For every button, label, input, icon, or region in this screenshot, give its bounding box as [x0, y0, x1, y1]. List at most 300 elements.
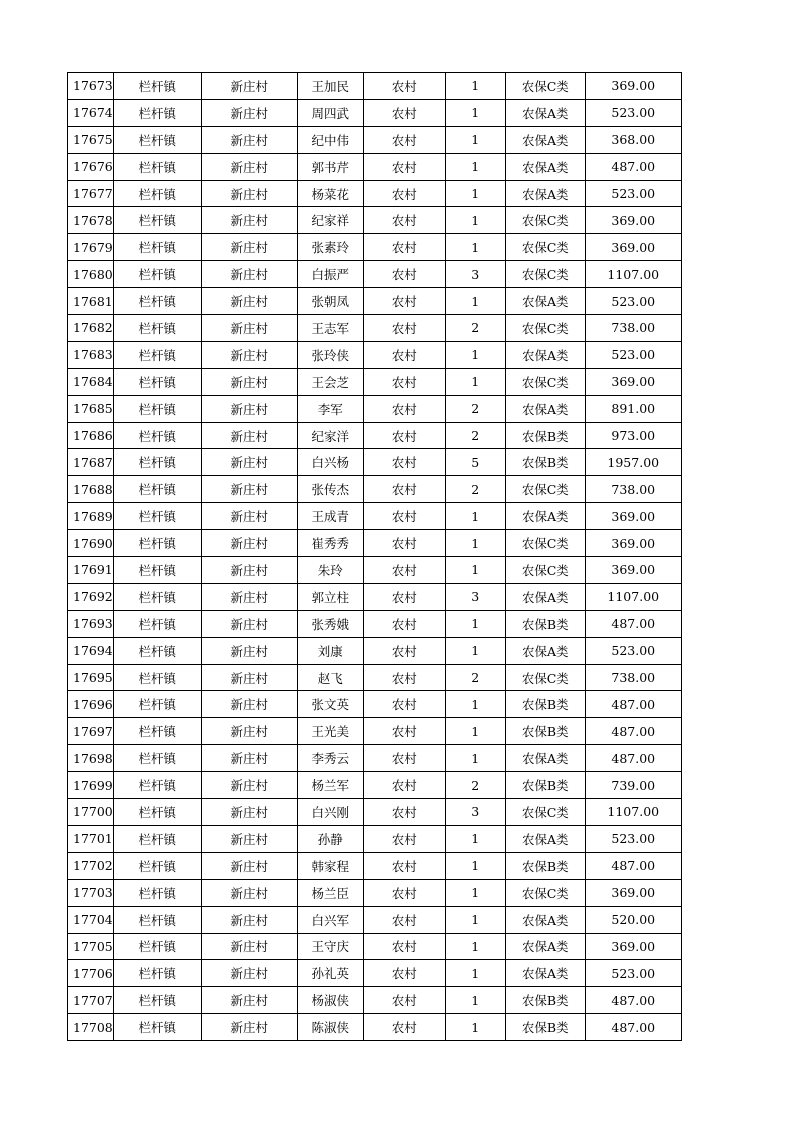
table-row [68, 395, 682, 422]
count-cell: 1 [445, 879, 505, 906]
table-row [68, 288, 682, 315]
town-cell: 栏杆镇 [113, 960, 201, 987]
village-cell: 新庄村 [201, 1014, 297, 1041]
data-table [67, 72, 682, 1041]
record-id-cell: 17701 [68, 825, 114, 852]
count-cell: 3 [445, 583, 505, 610]
record-id-cell: 17682 [68, 315, 114, 342]
name-cell: 周四武 [297, 99, 363, 126]
name-cell: 王志军 [297, 315, 363, 342]
name-cell: 白兴军 [297, 906, 363, 933]
table-body [68, 73, 682, 1041]
count-cell: 1 [445, 718, 505, 745]
count-cell: 1 [445, 234, 505, 261]
table-row [68, 933, 682, 960]
area-type-cell: 农村 [363, 126, 445, 153]
record-id-cell: 17705 [68, 933, 114, 960]
count-cell: 1 [445, 825, 505, 852]
category-cell: 农保B类 [505, 610, 585, 637]
village-cell: 新庄村 [201, 449, 297, 476]
town-cell: 栏杆镇 [113, 341, 201, 368]
amount-cell: 369.00 [585, 530, 681, 557]
area-type-cell: 农村 [363, 395, 445, 422]
record-id-cell: 17676 [68, 153, 114, 180]
town-cell: 栏杆镇 [113, 476, 201, 503]
table-row [68, 1014, 682, 1041]
table-row [68, 207, 682, 234]
category-cell: 农保B类 [505, 718, 585, 745]
category-cell: 农保C类 [505, 530, 585, 557]
name-cell: 杨菜花 [297, 180, 363, 207]
record-id-cell: 17681 [68, 288, 114, 315]
area-type-cell: 农村 [363, 153, 445, 180]
name-cell: 张秀娥 [297, 610, 363, 637]
record-id-cell: 17680 [68, 261, 114, 288]
count-cell: 1 [445, 906, 505, 933]
record-id-cell: 17699 [68, 772, 114, 799]
category-cell: 农保A类 [505, 153, 585, 180]
town-cell: 栏杆镇 [113, 718, 201, 745]
table-row [68, 99, 682, 126]
count-cell: 1 [445, 99, 505, 126]
area-type-cell: 农村 [363, 583, 445, 610]
category-cell: 农保C类 [505, 207, 585, 234]
table-row [68, 610, 682, 637]
village-cell: 新庄村 [201, 73, 297, 100]
town-cell: 栏杆镇 [113, 825, 201, 852]
amount-cell: 487.00 [585, 1014, 681, 1041]
name-cell: 韩家程 [297, 852, 363, 879]
name-cell: 王光美 [297, 718, 363, 745]
village-cell: 新庄村 [201, 530, 297, 557]
area-type-cell: 农村 [363, 664, 445, 691]
amount-cell: 1957.00 [585, 449, 681, 476]
area-type-cell: 农村 [363, 207, 445, 234]
record-id-cell: 17675 [68, 126, 114, 153]
table-row [68, 718, 682, 745]
amount-cell: 487.00 [585, 745, 681, 772]
category-cell: 农保C类 [505, 879, 585, 906]
record-id-cell: 17707 [68, 987, 114, 1014]
village-cell: 新庄村 [201, 637, 297, 664]
town-cell: 栏杆镇 [113, 315, 201, 342]
name-cell: 孙静 [297, 825, 363, 852]
table-row [68, 126, 682, 153]
record-id-cell: 17693 [68, 610, 114, 637]
area-type-cell: 农村 [363, 906, 445, 933]
category-cell: 农保C类 [505, 368, 585, 395]
table-row [68, 879, 682, 906]
area-type-cell: 农村 [363, 1014, 445, 1041]
amount-cell: 369.00 [585, 933, 681, 960]
area-type-cell: 农村 [363, 637, 445, 664]
town-cell: 栏杆镇 [113, 153, 201, 180]
town-cell: 栏杆镇 [113, 906, 201, 933]
record-id-cell: 17687 [68, 449, 114, 476]
count-cell: 3 [445, 261, 505, 288]
category-cell: 农保C类 [505, 261, 585, 288]
count-cell: 3 [445, 799, 505, 826]
count-cell: 1 [445, 610, 505, 637]
name-cell: 杨淑侠 [297, 987, 363, 1014]
area-type-cell: 农村 [363, 745, 445, 772]
category-cell: 农保C类 [505, 799, 585, 826]
amount-cell: 369.00 [585, 207, 681, 234]
area-type-cell: 农村 [363, 234, 445, 261]
town-cell: 栏杆镇 [113, 449, 201, 476]
count-cell: 1 [445, 126, 505, 153]
name-cell: 纪家洋 [297, 422, 363, 449]
area-type-cell: 农村 [363, 368, 445, 395]
amount-cell: 487.00 [585, 153, 681, 180]
village-cell: 新庄村 [201, 664, 297, 691]
record-id-cell: 17708 [68, 1014, 114, 1041]
town-cell: 栏杆镇 [113, 261, 201, 288]
amount-cell: 523.00 [585, 825, 681, 852]
village-cell: 新庄村 [201, 422, 297, 449]
amount-cell: 1107.00 [585, 799, 681, 826]
area-type-cell: 农村 [363, 341, 445, 368]
table-row [68, 530, 682, 557]
name-cell: 郭立柱 [297, 583, 363, 610]
town-cell: 栏杆镇 [113, 1014, 201, 1041]
record-id-cell: 17679 [68, 234, 114, 261]
count-cell: 1 [445, 530, 505, 557]
amount-cell: 523.00 [585, 99, 681, 126]
count-cell: 1 [445, 745, 505, 772]
count-cell: 1 [445, 1014, 505, 1041]
town-cell: 栏杆镇 [113, 745, 201, 772]
town-cell: 栏杆镇 [113, 99, 201, 126]
amount-cell: 738.00 [585, 664, 681, 691]
village-cell: 新庄村 [201, 799, 297, 826]
name-cell: 王守庆 [297, 933, 363, 960]
amount-cell: 369.00 [585, 234, 681, 261]
count-cell: 1 [445, 288, 505, 315]
table-row [68, 852, 682, 879]
amount-cell: 523.00 [585, 288, 681, 315]
category-cell: 农保A类 [505, 906, 585, 933]
name-cell: 张朝凤 [297, 288, 363, 315]
count-cell: 1 [445, 557, 505, 584]
count-cell: 2 [445, 772, 505, 799]
record-id-cell: 17695 [68, 664, 114, 691]
village-cell: 新庄村 [201, 476, 297, 503]
village-cell: 新庄村 [201, 825, 297, 852]
village-cell: 新庄村 [201, 261, 297, 288]
record-id-cell: 17694 [68, 637, 114, 664]
area-type-cell: 农村 [363, 476, 445, 503]
count-cell: 1 [445, 341, 505, 368]
amount-cell: 487.00 [585, 718, 681, 745]
area-type-cell: 农村 [363, 73, 445, 100]
amount-cell: 368.00 [585, 126, 681, 153]
table-row [68, 422, 682, 449]
record-id-cell: 17674 [68, 99, 114, 126]
record-id-cell: 17684 [68, 368, 114, 395]
count-cell: 1 [445, 960, 505, 987]
record-id-cell: 17683 [68, 341, 114, 368]
amount-cell: 738.00 [585, 315, 681, 342]
amount-cell: 1107.00 [585, 583, 681, 610]
category-cell: 农保C类 [505, 664, 585, 691]
record-id-cell: 17677 [68, 180, 114, 207]
village-cell: 新庄村 [201, 583, 297, 610]
record-id-cell: 17692 [68, 583, 114, 610]
count-cell: 2 [445, 315, 505, 342]
village-cell: 新庄村 [201, 933, 297, 960]
area-type-cell: 农村 [363, 960, 445, 987]
count-cell: 1 [445, 691, 505, 718]
town-cell: 栏杆镇 [113, 368, 201, 395]
table-row [68, 799, 682, 826]
category-cell: 农保B类 [505, 852, 585, 879]
count-cell: 1 [445, 852, 505, 879]
table-row [68, 987, 682, 1014]
category-cell: 农保C类 [505, 557, 585, 584]
record-id-cell: 17689 [68, 503, 114, 530]
village-cell: 新庄村 [201, 745, 297, 772]
category-cell: 农保C类 [505, 234, 585, 261]
amount-cell: 523.00 [585, 637, 681, 664]
table-row [68, 315, 682, 342]
area-type-cell: 农村 [363, 879, 445, 906]
table-row [68, 503, 682, 530]
table-row [68, 261, 682, 288]
name-cell: 纪中伟 [297, 126, 363, 153]
table-row [68, 745, 682, 772]
count-cell: 1 [445, 368, 505, 395]
area-type-cell: 农村 [363, 933, 445, 960]
category-cell: 农保A类 [505, 288, 585, 315]
name-cell: 王成青 [297, 503, 363, 530]
category-cell: 农保B类 [505, 772, 585, 799]
town-cell: 栏杆镇 [113, 530, 201, 557]
town-cell: 栏杆镇 [113, 126, 201, 153]
name-cell: 孙礼英 [297, 960, 363, 987]
count-cell: 2 [445, 395, 505, 422]
village-cell: 新庄村 [201, 987, 297, 1014]
town-cell: 栏杆镇 [113, 637, 201, 664]
name-cell: 赵飞 [297, 664, 363, 691]
table-row [68, 449, 682, 476]
category-cell: 农保A类 [505, 933, 585, 960]
village-cell: 新庄村 [201, 341, 297, 368]
category-cell: 农保A类 [505, 503, 585, 530]
table-row [68, 557, 682, 584]
amount-cell: 487.00 [585, 691, 681, 718]
area-type-cell: 农村 [363, 530, 445, 557]
category-cell: 农保A类 [505, 637, 585, 664]
category-cell: 农保C类 [505, 73, 585, 100]
table-row [68, 772, 682, 799]
amount-cell: 369.00 [585, 73, 681, 100]
name-cell: 张玲侠 [297, 341, 363, 368]
count-cell: 1 [445, 933, 505, 960]
table-row [68, 691, 682, 718]
town-cell: 栏杆镇 [113, 395, 201, 422]
category-cell: 农保B类 [505, 422, 585, 449]
village-cell: 新庄村 [201, 207, 297, 234]
category-cell: 农保A类 [505, 126, 585, 153]
amount-cell: 973.00 [585, 422, 681, 449]
area-type-cell: 农村 [363, 691, 445, 718]
amount-cell: 523.00 [585, 960, 681, 987]
village-cell: 新庄村 [201, 126, 297, 153]
amount-cell: 369.00 [585, 879, 681, 906]
name-cell: 白兴刚 [297, 799, 363, 826]
village-cell: 新庄村 [201, 879, 297, 906]
village-cell: 新庄村 [201, 691, 297, 718]
town-cell: 栏杆镇 [113, 610, 201, 637]
area-type-cell: 农村 [363, 825, 445, 852]
count-cell: 1 [445, 207, 505, 234]
name-cell: 李秀云 [297, 745, 363, 772]
village-cell: 新庄村 [201, 234, 297, 261]
amount-cell: 487.00 [585, 852, 681, 879]
town-cell: 栏杆镇 [113, 691, 201, 718]
table-row [68, 180, 682, 207]
town-cell: 栏杆镇 [113, 180, 201, 207]
count-cell: 1 [445, 987, 505, 1014]
town-cell: 栏杆镇 [113, 852, 201, 879]
area-type-cell: 农村 [363, 987, 445, 1014]
category-cell: 农保B类 [505, 449, 585, 476]
table-row [68, 906, 682, 933]
category-cell: 农保C类 [505, 476, 585, 503]
amount-cell: 487.00 [585, 987, 681, 1014]
town-cell: 栏杆镇 [113, 664, 201, 691]
town-cell: 栏杆镇 [113, 288, 201, 315]
area-type-cell: 农村 [363, 772, 445, 799]
village-cell: 新庄村 [201, 718, 297, 745]
category-cell: 农保A类 [505, 341, 585, 368]
village-cell: 新庄村 [201, 772, 297, 799]
amount-cell: 523.00 [585, 180, 681, 207]
amount-cell: 369.00 [585, 557, 681, 584]
table-row [68, 73, 682, 100]
area-type-cell: 农村 [363, 315, 445, 342]
town-cell: 栏杆镇 [113, 73, 201, 100]
name-cell: 杨兰军 [297, 772, 363, 799]
record-id-cell: 17702 [68, 852, 114, 879]
category-cell: 农保A类 [505, 745, 585, 772]
village-cell: 新庄村 [201, 503, 297, 530]
table-row [68, 825, 682, 852]
count-cell: 1 [445, 153, 505, 180]
town-cell: 栏杆镇 [113, 799, 201, 826]
category-cell: 农保A类 [505, 180, 585, 207]
record-id-cell: 17703 [68, 879, 114, 906]
area-type-cell: 农村 [363, 718, 445, 745]
town-cell: 栏杆镇 [113, 557, 201, 584]
name-cell: 纪家祥 [297, 207, 363, 234]
record-id-cell: 17686 [68, 422, 114, 449]
record-id-cell: 17696 [68, 691, 114, 718]
name-cell: 王加民 [297, 73, 363, 100]
area-type-cell: 农村 [363, 422, 445, 449]
village-cell: 新庄村 [201, 960, 297, 987]
record-id-cell: 17690 [68, 530, 114, 557]
town-cell: 栏杆镇 [113, 503, 201, 530]
count-cell: 5 [445, 449, 505, 476]
category-cell: 农保B类 [505, 987, 585, 1014]
village-cell: 新庄村 [201, 368, 297, 395]
town-cell: 栏杆镇 [113, 772, 201, 799]
category-cell: 农保A类 [505, 395, 585, 422]
village-cell: 新庄村 [201, 180, 297, 207]
area-type-cell: 农村 [363, 99, 445, 126]
table-row [68, 637, 682, 664]
area-type-cell: 农村 [363, 799, 445, 826]
count-cell: 2 [445, 422, 505, 449]
record-id-cell: 17704 [68, 906, 114, 933]
table-row [68, 368, 682, 395]
record-id-cell: 17685 [68, 395, 114, 422]
amount-cell: 487.00 [585, 610, 681, 637]
table-row [68, 234, 682, 261]
area-type-cell: 农村 [363, 449, 445, 476]
category-cell: 农保A类 [505, 825, 585, 852]
record-id-cell: 17691 [68, 557, 114, 584]
name-cell: 张文英 [297, 691, 363, 718]
name-cell: 朱玲 [297, 557, 363, 584]
area-type-cell: 农村 [363, 557, 445, 584]
village-cell: 新庄村 [201, 852, 297, 879]
category-cell: 农保C类 [505, 315, 585, 342]
name-cell: 刘康 [297, 637, 363, 664]
amount-cell: 523.00 [585, 341, 681, 368]
town-cell: 栏杆镇 [113, 987, 201, 1014]
table-row [68, 153, 682, 180]
category-cell: 农保A类 [505, 960, 585, 987]
area-type-cell: 农村 [363, 288, 445, 315]
count-cell: 1 [445, 180, 505, 207]
area-type-cell: 农村 [363, 261, 445, 288]
count-cell: 1 [445, 503, 505, 530]
table-row [68, 341, 682, 368]
village-cell: 新庄村 [201, 153, 297, 180]
town-cell: 栏杆镇 [113, 422, 201, 449]
village-cell: 新庄村 [201, 395, 297, 422]
name-cell: 陈淑侠 [297, 1014, 363, 1041]
amount-cell: 520.00 [585, 906, 681, 933]
area-type-cell: 农村 [363, 503, 445, 530]
record-id-cell: 17698 [68, 745, 114, 772]
name-cell: 白振严 [297, 261, 363, 288]
record-id-cell: 17706 [68, 960, 114, 987]
town-cell: 栏杆镇 [113, 234, 201, 261]
amount-cell: 369.00 [585, 503, 681, 530]
amount-cell: 891.00 [585, 395, 681, 422]
name-cell: 张素玲 [297, 234, 363, 261]
name-cell: 王会芝 [297, 368, 363, 395]
amount-cell: 1107.00 [585, 261, 681, 288]
category-cell: 农保B类 [505, 691, 585, 718]
town-cell: 栏杆镇 [113, 583, 201, 610]
name-cell: 郭书芹 [297, 153, 363, 180]
area-type-cell: 农村 [363, 610, 445, 637]
count-cell: 2 [445, 476, 505, 503]
count-cell: 2 [445, 664, 505, 691]
village-cell: 新庄村 [201, 99, 297, 126]
record-id-cell: 17697 [68, 718, 114, 745]
record-id-cell: 17700 [68, 799, 114, 826]
category-cell: 农保A类 [505, 583, 585, 610]
table-row [68, 664, 682, 691]
table-row [68, 960, 682, 987]
category-cell: 农保B类 [505, 1014, 585, 1041]
